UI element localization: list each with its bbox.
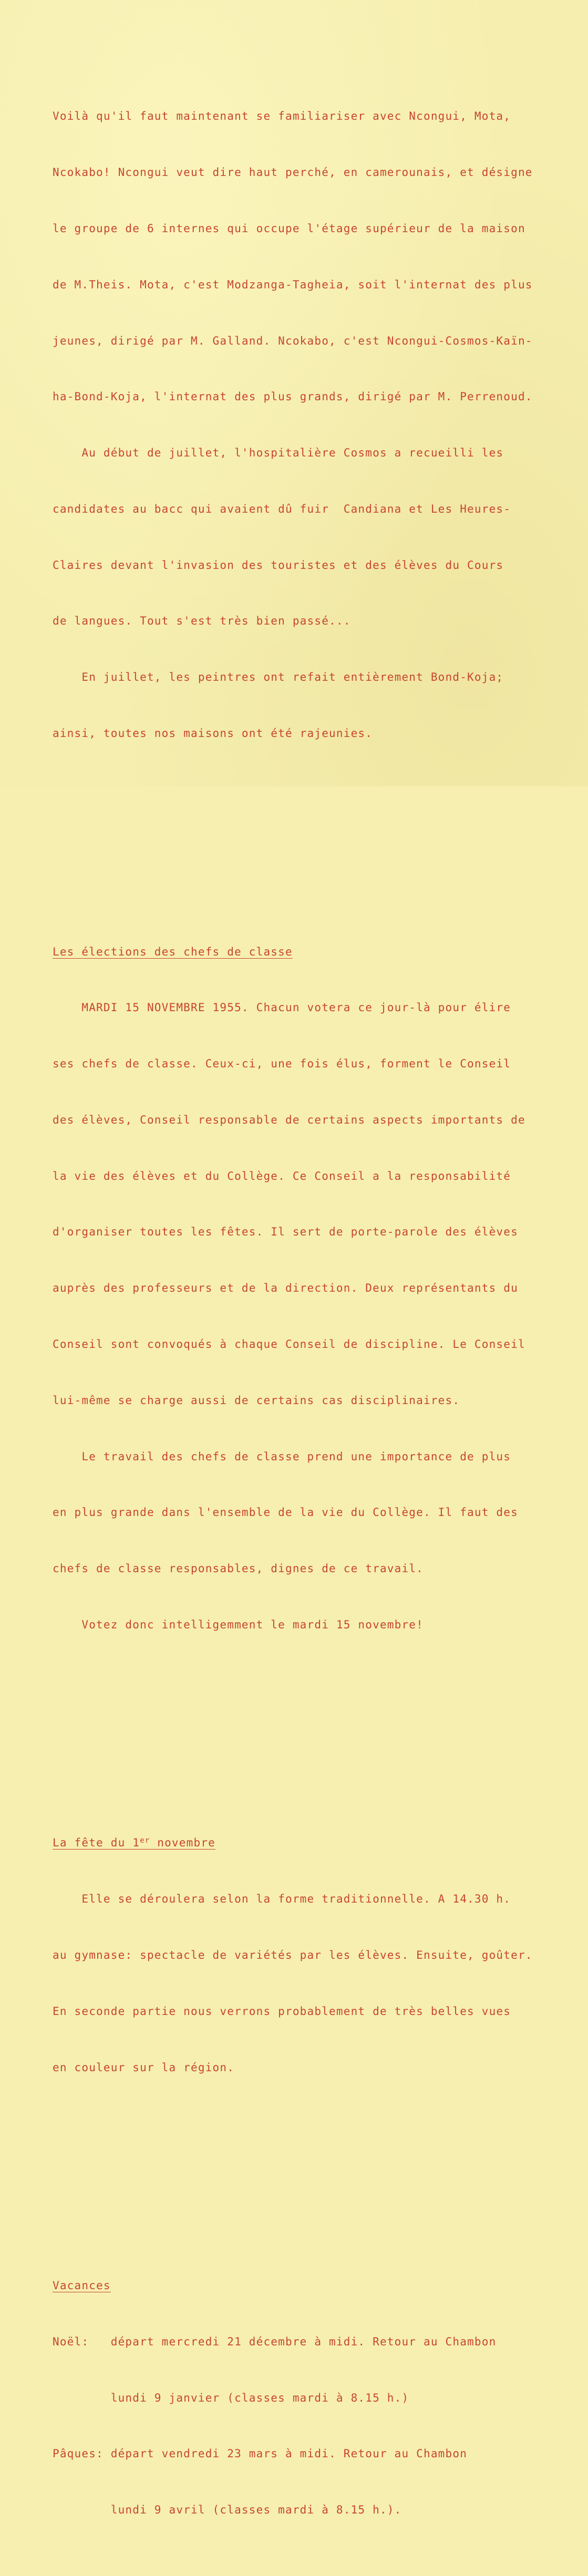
section-gap: [53, 837, 573, 849]
intro-line: jeunes, dirigé par M. Galland. Ncokabo, c'est Ncongui-Cosmos-Kaïn-: [53, 334, 533, 347]
elections-line: MARDI 15 NOVEMBRE 1955. Chacun votera ce jour-là pour élire: [53, 1001, 511, 1014]
section-heading: [53, 2277, 573, 2295]
elections-line: la vie des élèves et du Collège. Ce Conseil a la responsabilité: [53, 1169, 511, 1182]
elections-line: des élèves, Conseil responsable de certains aspects importants de: [53, 1113, 525, 1126]
elections-heading: Les élections des chefs de classe: [53, 945, 293, 958]
intro-line: Voilà qu'il faut maintenant se familiariser avec Ncongui, Mota,: [53, 110, 511, 123]
elections-section: [53, 905, 573, 1671]
fete-section: [53, 1796, 573, 2114]
intro-line: Au début de juillet, l'hospitalière Cosmos a recueilli les: [53, 446, 504, 460]
elections-line: ses chefs de classe. Ceux-ci, une fois élus, forment le Conseil: [53, 1057, 511, 1071]
fete-heading-month: novembre: [150, 1836, 215, 1850]
elections-line: en plus grande dans l'ensemble de la vie du Collège. Il faut des: [53, 1506, 518, 1519]
vacances-line: lundi 9 janvier (classes mardi à 8.15 h.): [53, 2391, 409, 2404]
section-gap: [53, 2170, 573, 2183]
vacances-line: Noël: départ mercredi 21 décembre à midi. Retour au Chambon: [53, 2335, 497, 2348]
vacances-line: Pâques: départ vendredi 23 mars à midi. Retour au Chambon: [53, 2447, 468, 2460]
intro-line: le groupe de 6 internes qui occupe l'étage supérieur de la maison: [53, 222, 525, 235]
typewritten-page: [53, 33, 573, 2576]
section-heading: [53, 943, 573, 962]
intro-line: candidates au bacc qui avaient dû fuir Candiana et Les Heures-: [53, 502, 511, 515]
elections-line: Le travail des chefs de classe prend une importance de plus: [53, 1450, 511, 1463]
fete-heading-superscript: er: [140, 1836, 150, 1845]
intro-line: de M.Theis. Mota, c'est Modzanga-Tagheia, soit l'internat des plus: [53, 278, 533, 291]
elections-line: lui-même se charge aussi de certains cas disciplinaires.: [53, 1394, 460, 1407]
section-gap: [53, 1728, 573, 1740]
vacances-heading: Vacances: [53, 2279, 111, 2292]
elections-line: Votez donc intelligemment le mardi 15 novembre!: [53, 1618, 424, 1631]
intro-line: de langues. Tout s'est très bien passé...: [53, 615, 351, 628]
intro-line: ainsi, toutes nos maisons ont été rajeunies.: [53, 726, 373, 740]
vacances-section: [53, 2239, 573, 2557]
fete-line: au gymnase: spectacle de variétés par les élèves. Ensuite, goûter.: [53, 1948, 533, 1961]
intro-line: En juillet, les peintres ont refait entièrement Bond-Koja;: [53, 671, 504, 684]
intro-section: [53, 70, 573, 781]
intro-line: Ncokabo! Ncongui veut dire haut perché, en camerounais, et désigne: [53, 166, 533, 179]
vacances-line: lundi 9 avril (classes mardi à 8.15 h.).: [53, 2504, 402, 2517]
elections-line: chefs de classe responsables, dignes de ce travail.: [53, 1562, 424, 1575]
section-heading: [53, 1834, 573, 1853]
elections-line: auprès des professeurs et de la direction. Deux représentants du: [53, 1282, 518, 1295]
elections-line: d'organiser toutes les fêtes. Il sert de porte-parole des élèves: [53, 1225, 518, 1239]
fete-heading-text: La fête du 1: [53, 1836, 140, 1850]
fete-line: Elle se déroulera selon la forme traditionnelle. A 14.30 h.: [53, 1893, 511, 1906]
fete-line: en couleur sur la région.: [53, 2061, 235, 2074]
fete-heading: [53, 1836, 215, 1849]
elections-line: Conseil sont convoqués à chaque Conseil de discipline. Le Conseil: [53, 1337, 525, 1351]
intro-line: ha-Bond-Koja, l'internat des plus grands, dirigé par M. Perrenoud.: [53, 390, 533, 403]
intro-line: Claires devant l'invasion des touristes et des élèves du Cours: [53, 558, 504, 572]
fete-line: En seconde partie nous verrons probablement de très belles vues: [53, 2004, 511, 2018]
